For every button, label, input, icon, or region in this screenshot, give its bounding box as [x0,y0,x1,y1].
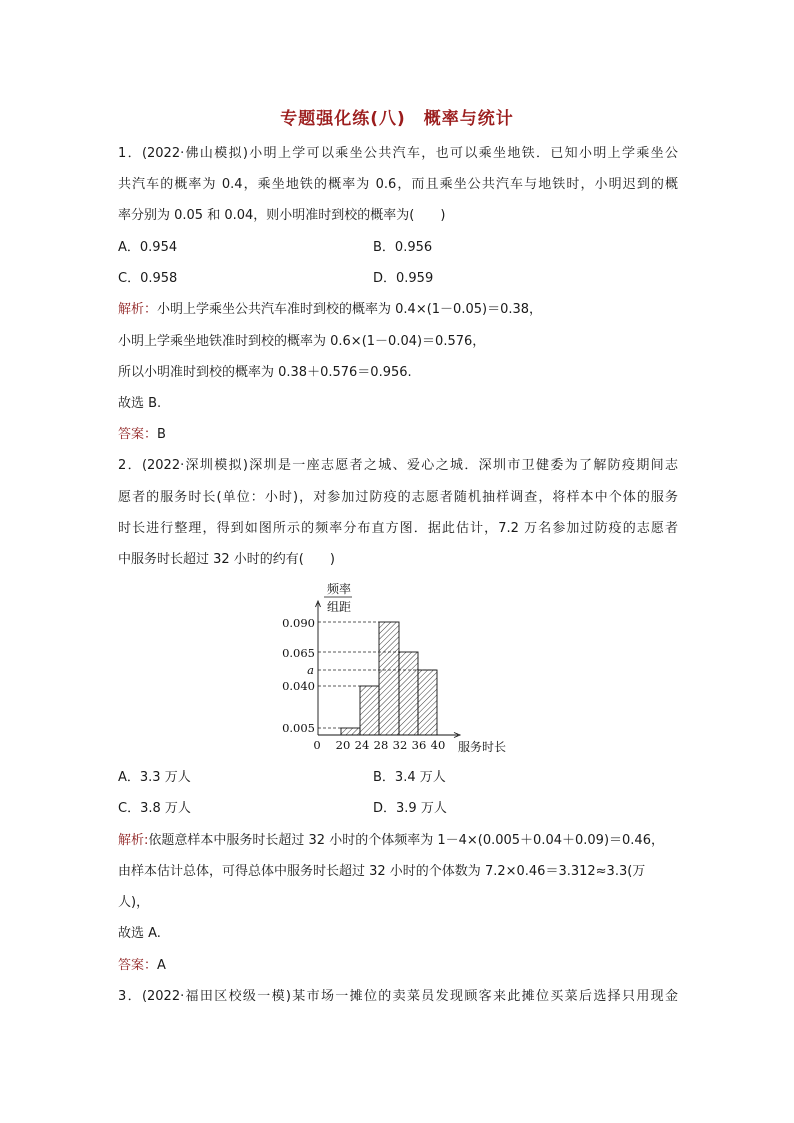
x-tick-labels [313,738,445,752]
q1-answer [118,427,166,443]
q1-option-b: B．0.956 [373,240,433,255]
svg-text:32: 32 [392,738,408,752]
q2-analysis-line-4: 故选 A. [118,926,161,941]
q2-option-b: B．3.4 万人 [373,770,446,785]
y-axis-label [324,581,352,614]
bar-28-32 [379,622,399,735]
svg-text:36: 36 [411,738,427,752]
frequency-histogram [262,578,522,760]
y-tick-labels [282,616,315,735]
q1-option-c: C．0.958 [118,271,178,286]
q3-stem-line-1: 3．(2022·福田区校级一模)某市场一摊位的卖菜员发现顾客来此摊位买菜后选择只用现金 [118,989,678,1004]
q2-option-a: A．3.3 万人 [118,770,191,785]
q1-analysis-label: 解析： [118,302,158,317]
svg-text:0.065: 0.065 [282,646,315,660]
q1-stem-line-1: 1．(2022·佛山模拟)小明上学可以乘坐公共汽车，也可以乘坐地铁．已知小明上学乘坐公 [118,146,678,161]
q2-analysis-text-1: 依题意样本中服务时长超过 32 小时的个体频率为 1－4×(0.005＋0.04＋0.09)＝0.46， [148,833,664,848]
q1-stem-line-2: 共汽车的概率为 0.4，乘坐地铁的概率为 0.6，而且乘坐公共汽车与地铁时，小明迟到的概 [118,177,678,192]
svg-text:28: 28 [373,738,389,752]
svg-text:0: 0 [313,738,321,752]
svg-text:24: 24 [354,738,370,752]
svg-text:20: 20 [335,738,351,752]
q1-answer-value: B [157,427,166,442]
q1-answer-label: 答案： [118,427,158,442]
x-axis-label: 服务时长 [458,740,507,754]
q2-answer [118,958,166,974]
svg-text:0.040: 0.040 [282,679,315,693]
q1-analysis-line-4: 故选 B. [118,396,162,411]
svg-text:0.090: 0.090 [282,616,315,630]
q2-analysis-line-2: 由样本估计总体，可得总体中服务时长超过 32 小时的个体数为 7.2×0.46＝3.312≈3.3(万 [118,864,646,879]
q1-analysis-line-1 [118,302,542,318]
svg-text:40: 40 [430,738,446,752]
q1-option-a: A．0.954 [118,240,178,255]
svg-text:0.005: 0.005 [282,721,315,735]
bar-32-36 [399,652,418,735]
q1-analysis-text-1: 小明上学乘坐公共汽车准时到校的概率为 0.4×(1－0.05)＝0.38， [157,302,543,317]
q2-answer-value: A [157,958,166,973]
q2-stem-line-3: 时长进行整理，得到如图所示的频率分布直方图．据此估计，7.2 万名参加过防疫的志愿者 [118,521,678,536]
q2-option-d: D．3.9 万人 [373,801,447,816]
q2-stem-line-4: 中服务时长超过 32 小时的约有( ) [118,552,335,567]
q2-answer-label: 答案： [118,958,158,973]
q2-analysis-line-1 [118,833,664,849]
bar-36-40 [418,670,437,735]
y-label-denominator: 组距 [327,600,352,614]
q1-analysis-line-3: 所以小明准时到校的概率为 0.38＋0.576＝0.956. [118,365,412,380]
q1-stem-line-3: 率分别为 0.05 和 0.04，则小明准时到校的概率为( ) [118,208,446,223]
svg-text:a: a [307,663,314,677]
bar-20-24 [341,728,360,735]
q2-stem-line-2: 愿者的服务时长(单位：小时)，对参加过防疫的志愿者随机抽样调查，将样本中个体的服务 [118,490,678,505]
q2-option-c: C．3.8 万人 [118,801,191,816]
q2-analysis-label: 解析: [118,833,149,848]
page-title: 专题强化练(八) 概率与统计 [280,109,514,129]
bar-24-28 [360,686,379,735]
q2-analysis-line-3: 人)， [118,895,150,910]
q1-analysis-line-2: 小明上学乘坐地铁准时到校的概率为 0.6×(1－0.04)＝0.576， [118,334,486,349]
y-label-numerator: 频率 [327,582,352,596]
q1-option-d: D．0.959 [373,271,434,286]
q2-stem-line-1: 2．(2022·深圳模拟)深圳是一座志愿者之城、爱心之城．深圳市卫健委为了解防疫期间志 [118,458,678,473]
histogram-bars [341,622,437,735]
